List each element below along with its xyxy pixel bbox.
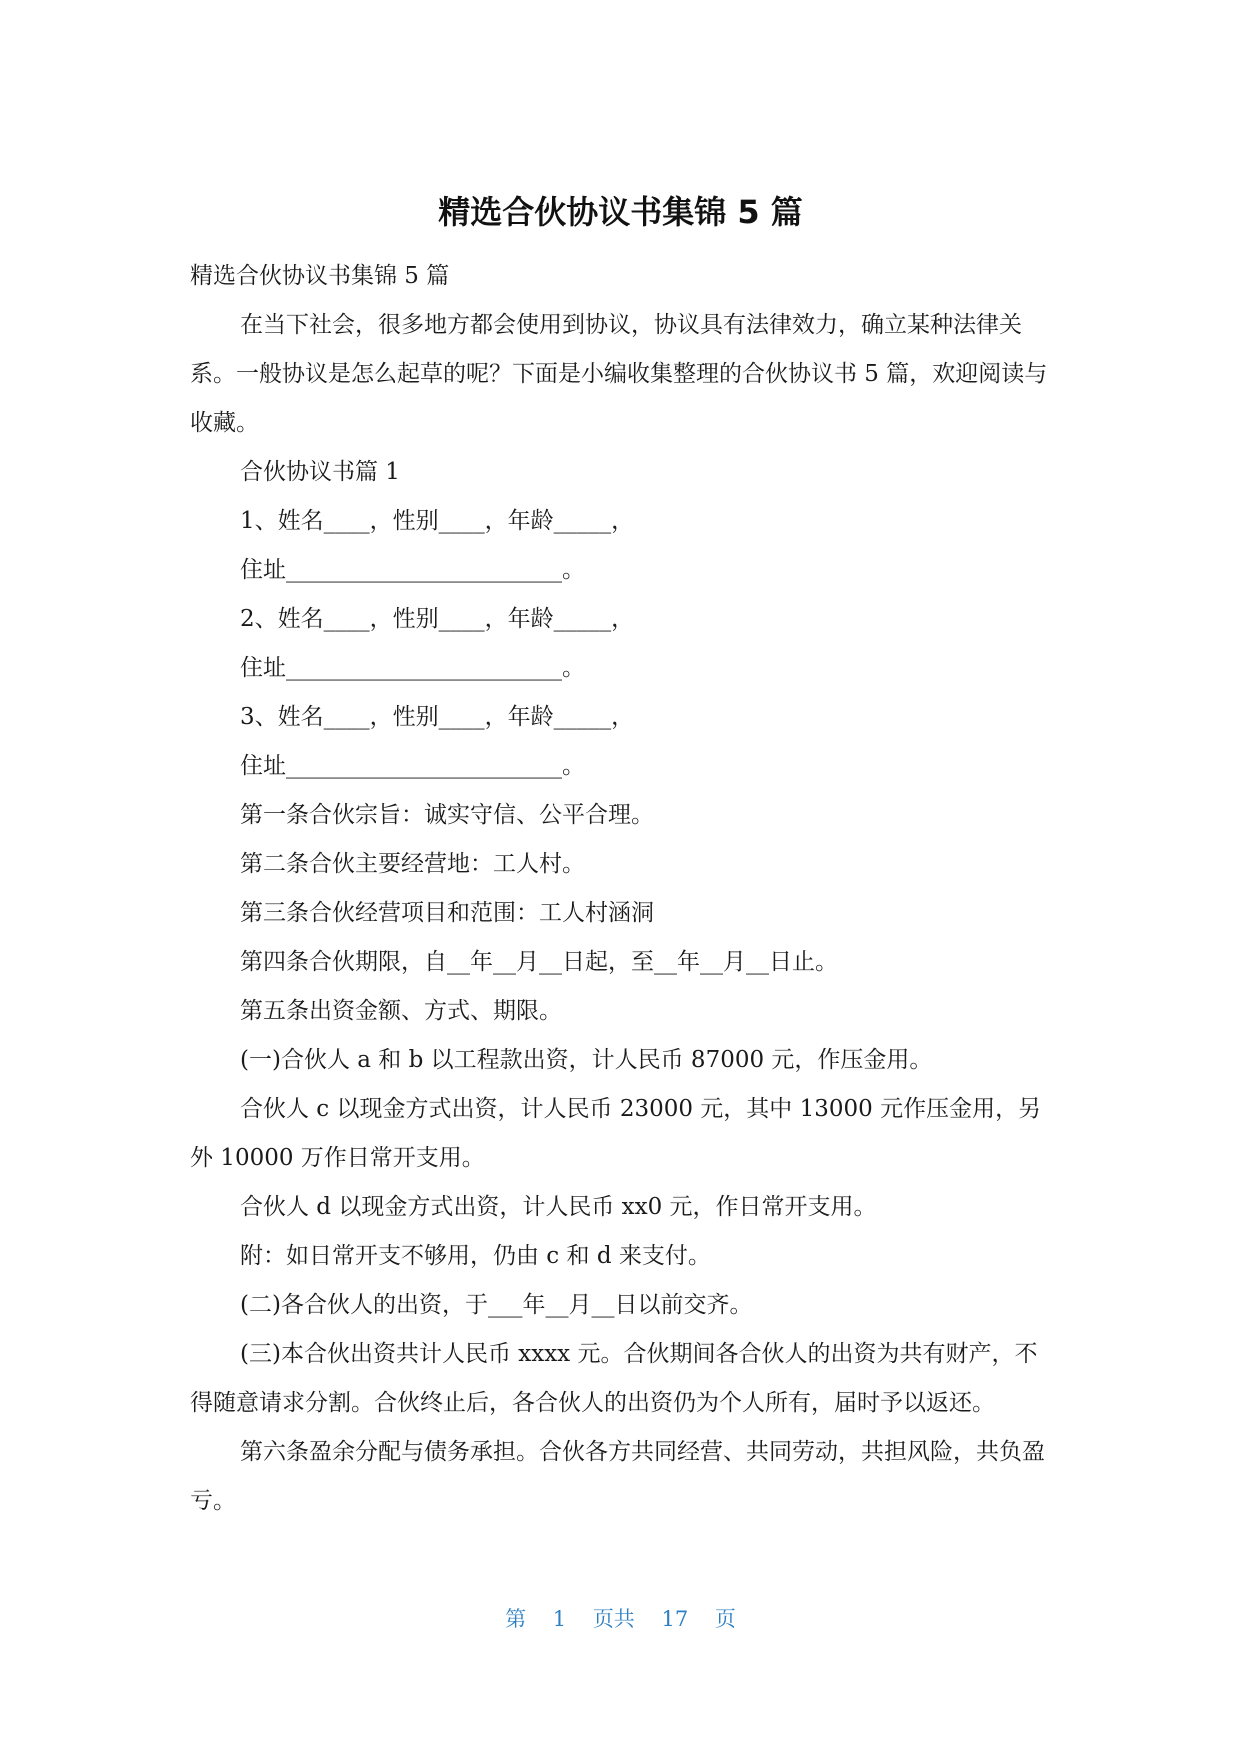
article-3: 第三条合伙经营项目和范围：工人村涵洞	[240, 900, 654, 926]
footer-label-of: 页共	[592, 1607, 635, 1631]
footer-label-page: 第	[505, 1607, 527, 1631]
partner-3-info: 3、姓名____，性别____，年龄_____，	[240, 704, 635, 730]
article-2: 第二条合伙主要经营地：工人村。	[240, 851, 585, 877]
partner-1-address: 住址________________________。	[240, 557, 585, 583]
paragraph: 合伙人 d 以现金方式出资，计人民币 xx0 元，作日常开支用。	[240, 1194, 877, 1220]
article-5-item-2: (二)各合伙人的出资，于___年__月__日以前交齐。	[240, 1292, 753, 1318]
section-heading: 合伙协议书篇 1	[240, 459, 400, 485]
article-5: 第五条出资金额、方式、期限。	[240, 998, 562, 1024]
article-1: 第一条合伙宗旨：诚实守信、公平合理。	[240, 802, 654, 828]
partner-2-info: 2、姓名____，性别____，年龄_____，	[240, 606, 635, 632]
partner-2-address: 住址________________________。	[240, 655, 585, 681]
partner-3-address: 住址________________________。	[240, 753, 585, 779]
paragraph: 在当下社会，很多地方都会使用到协议，协议具有法律效力，确立某种法律关系。一般协议是怎么起草的呢？下面是小编收集整理的合伙协议书 5 篇，欢迎阅读与收藏。	[190, 312, 1048, 436]
article-4: 第四条合伙期限，自__年__月__日起，至__年__月__日止。	[240, 949, 838, 975]
paragraph: 附：如日常开支不够用，仍由 c 和 d 来支付。	[240, 1243, 711, 1269]
partner-1-info: 1、姓名____，性别____，年龄_____，	[240, 508, 635, 534]
page-footer	[0, 1604, 1241, 1634]
document-title: 精选合伙协议书集锦 5 篇	[438, 193, 803, 231]
footer-label-end: 页	[714, 1607, 736, 1631]
article-5-item-3: (三)本合伙出资共计人民币 xxxx 元。合伙期间各合伙人的出资为共有财产，不得随意请求分割。合伙终止后，各合伙人的出资仍为个人所有，届时予以返还。	[190, 1341, 1038, 1416]
footer-current-page: 1	[552, 1607, 567, 1631]
footer-total-pages: 17	[661, 1607, 689, 1631]
document-body	[190, 252, 1052, 1526]
article-6: 第六条盈余分配与债务承担。合伙各方共同经营、共同劳动，共担风险，共负盈亏。	[190, 1439, 1045, 1514]
paragraph: 精选合伙协议书集锦 5 篇	[190, 263, 450, 289]
paragraph: 合伙人 c 以现金方式出资，计人民币 23000 元，其中 13000 元作压金用，另外 10000 万作日常开支用。	[190, 1096, 1042, 1171]
article-5-item-1: (一)合伙人 a 和 b 以工程款出资，计人民币 87000 元，作压金用。	[240, 1047, 933, 1073]
